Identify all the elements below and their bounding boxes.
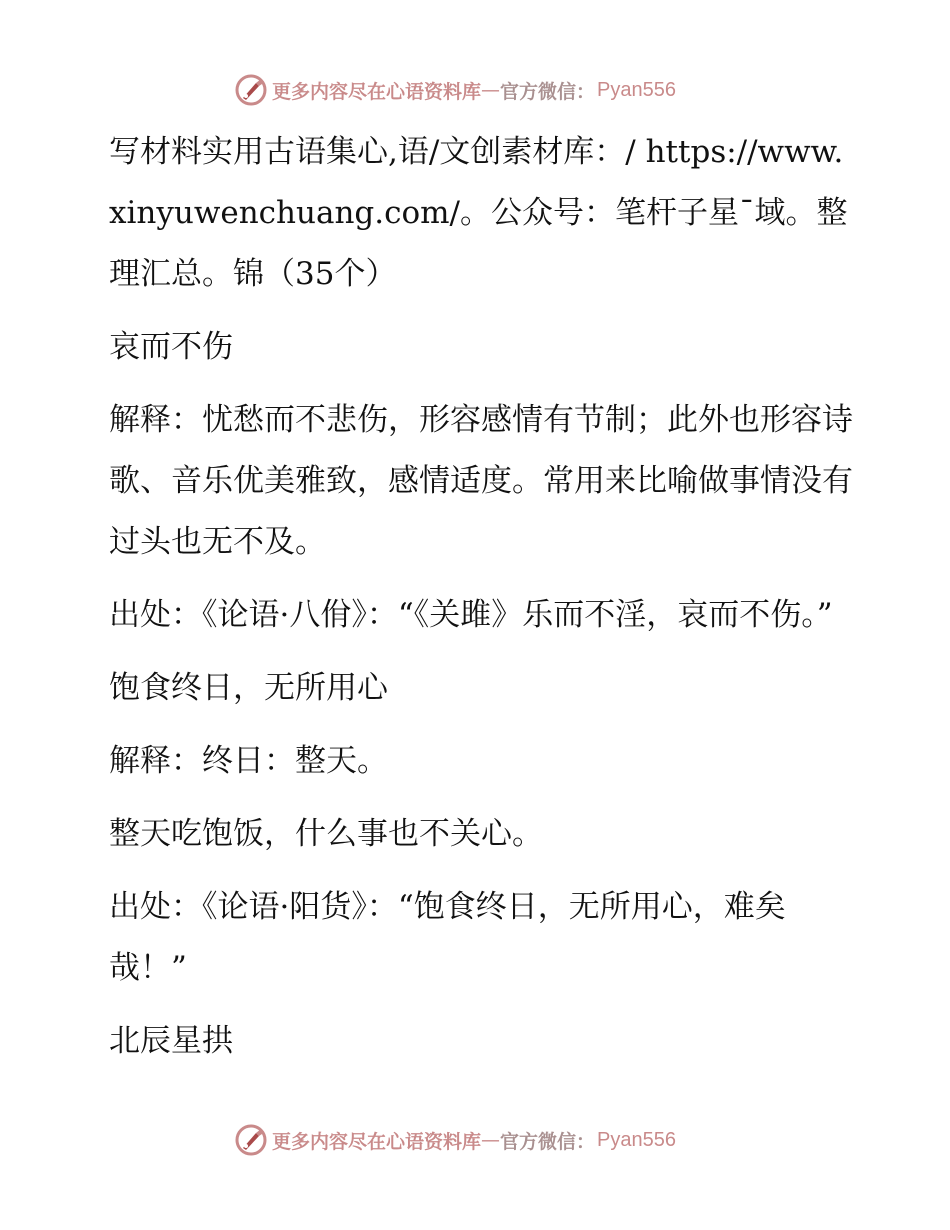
banner-wechat-id: Pyan556 <box>597 78 676 101</box>
source-1: 出处：《论语·八佾》：“《关雎》乐而不淫，哀而不伤。” <box>109 597 833 633</box>
explanation-2: 解释：终日：整天。 <box>109 743 388 779</box>
pen-logo-icon <box>234 73 268 107</box>
pen-logo-icon <box>234 1123 268 1157</box>
footer-banner <box>234 1122 676 1158</box>
header-banner <box>234 72 676 108</box>
document-body <box>97 122 857 1084</box>
idiom-heading-2: 饱食终日，无所用心 <box>109 670 388 706</box>
intro-paragraph: 写材料实用古语集心,语/文创素材库：/ https://www.xinyuwenchuang.com/。公众号：笔杆子星¯域。整理汇总。锦（35个） <box>109 134 848 292</box>
banner-wechat-label: 官方微信： <box>500 1130 596 1153</box>
idiom-heading-1: 哀而不伤 <box>109 329 233 365</box>
source-2: 出处：《论语·阳货》：“饱食终日，无所用心，难矣哉！” <box>109 889 786 986</box>
explanation-2-cont: 整天吃饱饭，什么事也不关心。 <box>109 816 543 852</box>
banner-wechat-label: 官方微信： <box>500 80 596 103</box>
banner-separator: — <box>481 79 501 101</box>
idiom-heading-3: 北辰星拱 <box>109 1023 233 1059</box>
banner-wechat-id: Pyan556 <box>597 1128 676 1151</box>
banner-separator: — <box>481 1129 501 1151</box>
banner-main-text: 更多内容尽在心语资料库 <box>272 1130 482 1153</box>
banner-main-text: 更多内容尽在心语资料库 <box>272 80 482 103</box>
explanation-1: 解释：忧愁而不悲伤，形容感情有节制；此外也形容诗歌、音乐优美雅致，感情适度。常用来比喻做事情没有过头也无不及。 <box>109 402 853 560</box>
